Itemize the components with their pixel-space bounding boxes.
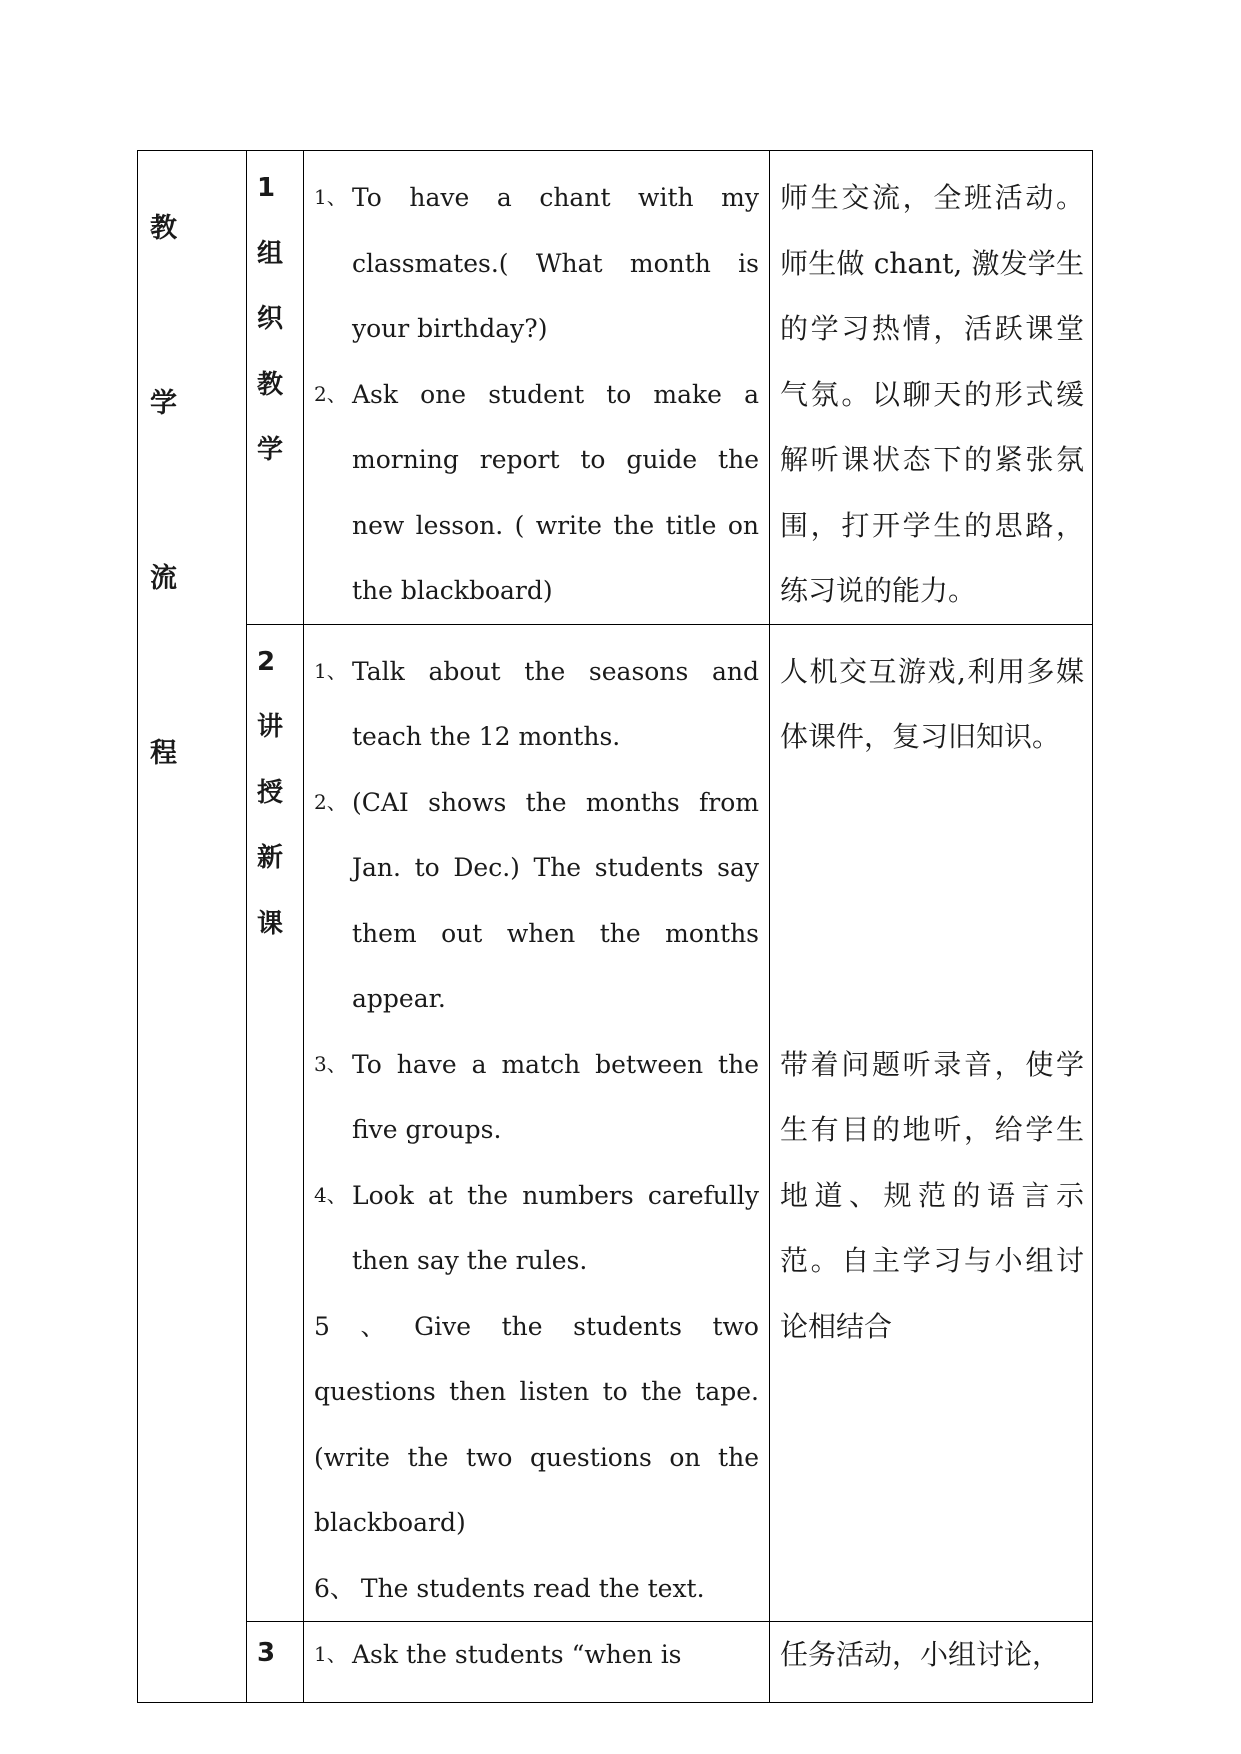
activity-cell bbox=[304, 1622, 770, 1703]
stage-row-2 bbox=[138, 624, 1093, 1622]
stage-number: 3 bbox=[257, 1638, 276, 1668]
activity-cell bbox=[304, 624, 770, 1622]
activity-item: 5 、 Give the students two questions then listen to the tape. (write the two questions on the blackboard) bbox=[314, 1311, 759, 1537]
stage-cell bbox=[247, 151, 304, 625]
purpose-note: 师生交流，全班活动。师生做 chant, 激发学生的学习热情，活跃课堂气氛。以聊天的形式缓解听课状态下的紧张氛围，打开学生的思路，练习说的能力。 bbox=[780, 181, 1084, 607]
flow-label-char: 教 bbox=[150, 213, 177, 244]
flow-label-cell bbox=[138, 151, 247, 1703]
stage-row-3 bbox=[138, 1622, 1093, 1703]
lesson-plan-table bbox=[137, 150, 1093, 1703]
stage-char: 组 bbox=[257, 238, 284, 269]
flow-label-char: 流 bbox=[150, 563, 177, 594]
stage-number: 2 bbox=[257, 646, 276, 677]
stage-char: 新 bbox=[257, 843, 284, 873]
purpose-note: 人机交互游戏,利用多媒体课件，复习旧知识。 带着问题听录音，使学生有目的地听，给学生地道、规范的语言示范。自主学习与小组讨论相结合 bbox=[780, 654, 1084, 1343]
purpose-note: 任务活动，小组讨论， bbox=[780, 1638, 1061, 1671]
flow-label-char: 学 bbox=[150, 388, 177, 419]
activity-item: 1、 Ask the students “when is bbox=[314, 1640, 682, 1669]
stage-cell bbox=[247, 624, 304, 1622]
activity-item: 4、 Look at the numbers carefully then say the rules. bbox=[314, 1180, 759, 1275]
activity-item: 3、 To have a match between the five groups. bbox=[314, 1049, 759, 1144]
activity-item: 2、 Ask one student to make a morning report to guide the new lesson. ( write the title on the blackboard) bbox=[314, 379, 759, 605]
purpose-cell bbox=[770, 1622, 1093, 1703]
stage-row-1 bbox=[138, 151, 1093, 625]
activity-cell bbox=[304, 151, 770, 625]
stage-number: 1 bbox=[257, 173, 276, 203]
activity-item: 1、 Talk about the seasons and teach the 12 months. bbox=[314, 656, 759, 751]
stage-char: 授 bbox=[257, 777, 284, 808]
activity-item: 2、 (CAI shows the months from Jan. to Dec.) The students say them out when the months appear. bbox=[314, 787, 759, 1013]
stage-char: 讲 bbox=[257, 712, 284, 742]
purpose-cell bbox=[770, 624, 1093, 1622]
activity-item: 1、 To have a chant with my classmates.( What month is your birthday?) bbox=[314, 183, 759, 343]
stage-char: 学 bbox=[257, 435, 284, 465]
activity-item: 6、 The students read the text. bbox=[314, 1573, 705, 1603]
flow-label-char: 程 bbox=[150, 738, 177, 769]
purpose-cell bbox=[770, 151, 1093, 625]
stage-cell bbox=[247, 1622, 304, 1703]
purpose-note-second: 带着问题听录音，使学生有目的地听，给学生地道、规范的语言示范。自主学习与小组讨论相结合 bbox=[780, 1047, 1084, 1343]
stage-char: 课 bbox=[257, 908, 284, 939]
stage-char: 教 bbox=[257, 369, 284, 400]
stage-char: 织 bbox=[257, 304, 284, 334]
